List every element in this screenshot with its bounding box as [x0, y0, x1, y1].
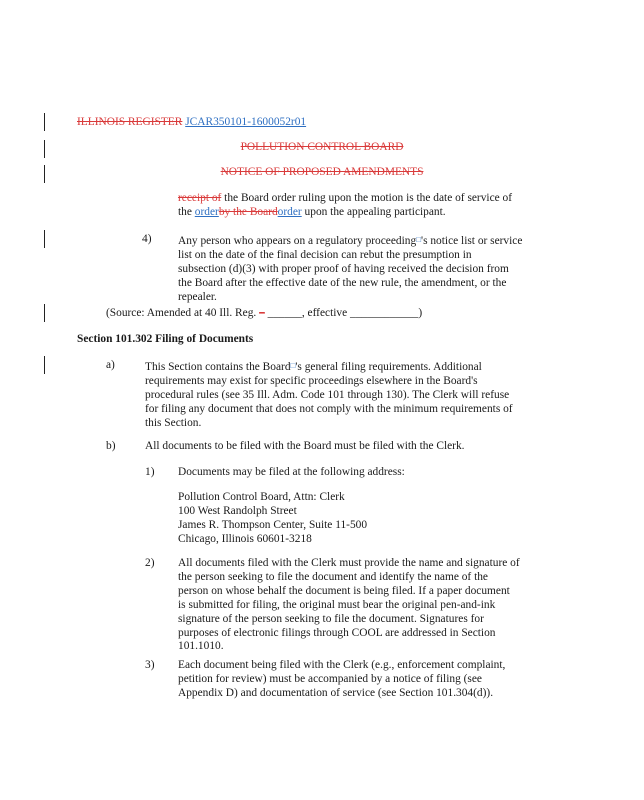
item-b2-text: All documents filed with the Clerk must provide the name and signature of the person seeking to file the document and identify the name of the person on whose behalf the document is being filed. If a paper document is submitted for filing, the original must bear the original pen-and-ink signature of the person seeking to file the document. Signatures for purposes of electronic filings through COOL are addressed in Section 101.1010.: [178, 557, 520, 653]
continuation-line-2: the orderby the Boardorder upon the appealing participant.: [178, 206, 446, 218]
item-number-2: 2): [145, 557, 155, 569]
change-bar: [44, 165, 45, 183]
item-number-1: 1): [145, 466, 155, 478]
change-bar: [44, 113, 45, 131]
item-b1-text: Documents may be filed at the following address:: [178, 466, 405, 478]
item-4-text: Any person who appears on a regulatory proceeding□'s notice list or service list on the date of the final decision can rebut the presumption in subsection (d)(3) with proper proof of having received the decision from the Board after the effective date of the new rule, the amendment, or the repealer.: [178, 235, 523, 303]
address-line: James R. Thompson Center, Suite 11-500: [178, 518, 368, 531]
address-line: 100 West Randolph Street: [178, 504, 297, 517]
item-b-text: All documents to be filed with the Board must be filed with the Clerk.: [145, 440, 465, 452]
continuation-line-1: receipt of the Board order ruling upon the motion is the date of service of: [178, 192, 513, 204]
register-header: [77, 116, 306, 130]
address-line: Chicago, Illinois 60601-3218: [178, 532, 312, 545]
item-letter-b: b): [106, 440, 116, 452]
item-b3-text: Each document being filed with the Clerk (e.g., enforcement complaint, petition for review) must be accompanied by a notice of filing (see Appendix D) and documentation of service (see Section 101.304(d)).: [178, 659, 506, 699]
notice-title: NOTICE OF PROPOSED AMENDMENTS: [220, 166, 424, 178]
item-letter-a: a): [106, 359, 115, 371]
item-number-4: 4): [142, 233, 152, 245]
change-bar: [44, 304, 45, 322]
item-a-text: This Section contains the Board□'s general filing requirements. Additional requirements may exist for specific proceedings elsewhere in the Board's procedural rules (see 35 Ill. Adm. Code 101 through 130). The Clerk will refuse for filing any document that does not comply with the minimum requirements of this Section.: [145, 361, 513, 429]
item-number-3: 3): [145, 659, 155, 671]
board-title: POLLUTION CONTROL BOARD: [240, 141, 404, 153]
section-heading: Section 101.302 Filing of Documents: [77, 333, 254, 345]
clerk-address: [178, 491, 367, 547]
address-line: Pollution Control Board, Attn: Clerk: [178, 491, 345, 503]
change-bar: [44, 140, 45, 158]
jcar-code: JCAR350101-1600052r01: [185, 116, 307, 128]
register-struck: ILLINOIS REGISTER: [77, 116, 183, 128]
change-bar: [44, 230, 45, 248]
change-bar: [44, 356, 45, 374]
source-note: (Source: Amended at 40 Ill. Reg. – ______, effective ____________): [106, 307, 423, 319]
